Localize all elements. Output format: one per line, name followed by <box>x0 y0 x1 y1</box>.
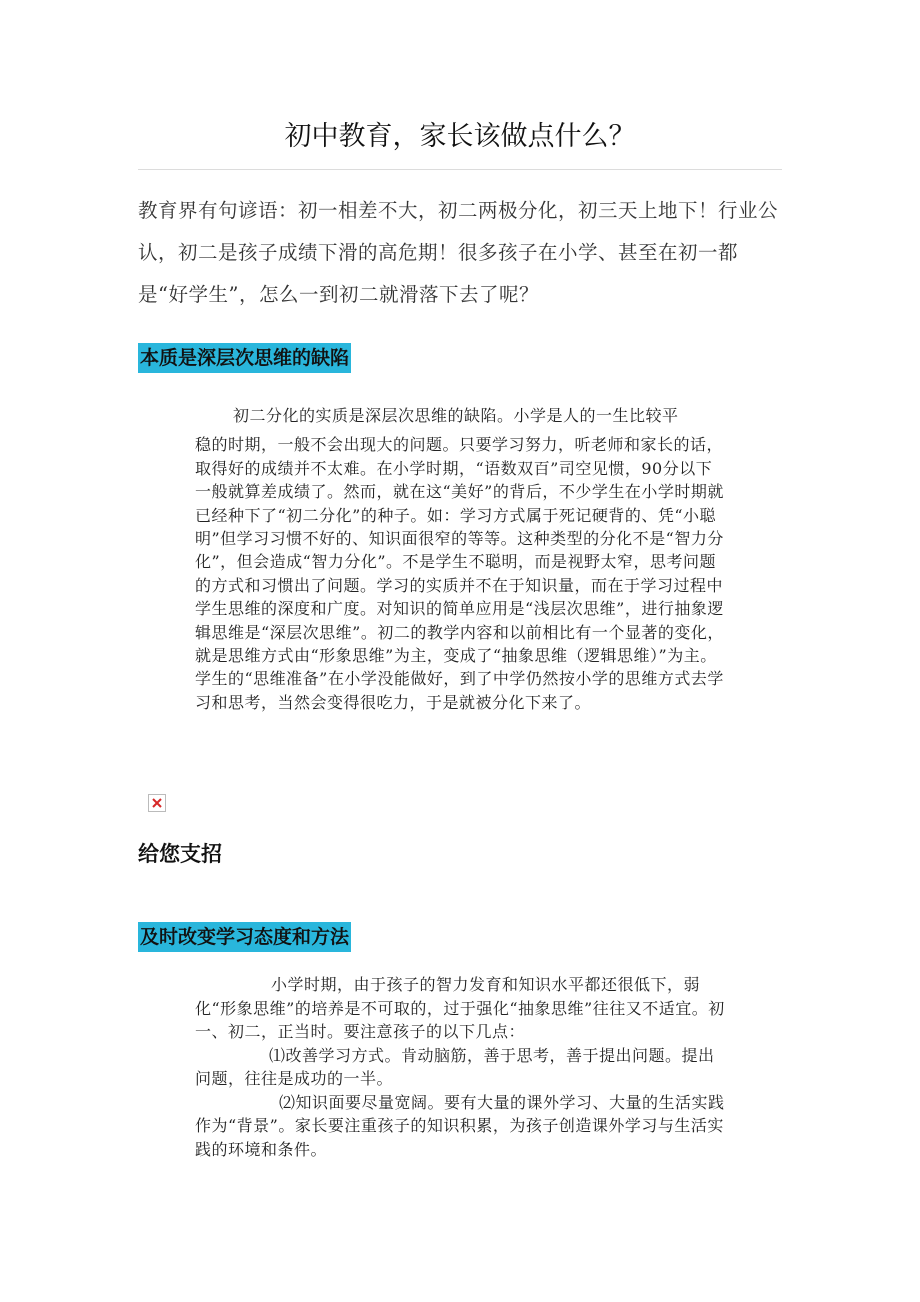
intro-paragraph: 教育界有句谚语：初一相差不大，初二两极分化，初三天上地下！行业公认，初二是孩子成绩下滑的高危期！很多孩子在小学、甚至在初一都是“好学生”，怎么一到初二就滑落下去了呢？ <box>138 199 779 306</box>
section1-body <box>195 404 727 714</box>
section-heading-essence: 本质是深层次思维的缺陷 <box>138 343 351 373</box>
section2-body <box>195 973 730 1161</box>
section-heading-method: 及时改变学习态度和方法 <box>138 922 351 952</box>
section2-paragraph-3: ⑵知识面要尽量宽阔。要有大量的课外学习、大量的生活实践作为“背景”。家长要注重孩子的知识积累，为孩子创造课外学习与生活实践的环境和条件。 <box>195 1092 725 1159</box>
advice-subheading: 给您支招 <box>138 842 222 866</box>
section2-paragraph-1: 小学时期，由于孩子的智力发育和知识水平都还很低下，弱化“形象思维”的培养是不可取的，过于强化“抽象思维”往往又不适宜。初一、初二，正当时。要注意孩子的以下几点： <box>195 975 725 1041</box>
broken-image-icon <box>148 794 166 812</box>
section2-paragraph-2: ⑴改善学习方式。肯动脑筋，善于思考，善于提出问题。提出问题，往往是成功的一半。 <box>195 1045 715 1088</box>
page-title: 初中教育，家长该做点什么？ <box>284 121 636 152</box>
section1-first-line: 初二分化的实质是深层次思维的缺陷。小学是人的一生比较平 <box>233 406 679 425</box>
section1-paragraph: 稳的时期，一般不会出现大的问题。只要学习努力，听老师和家长的话，取得好的成绩并不太难。在小学时期，“语数双百”司空见惯，90分以下一般就算差成绩了。然而，就在这“美好”的背后，不少学生在小学时期就已经种下了“初二分化”的种子。如：学习方式属于死记硬背的、凭“小聪明”但学习习惯不好的、知识面很窄的等等。这种类型的分化不是“智力分化”，但会造成“智力分化”。不是学生不聪明，而是视野太窄，思考问题的方式和习惯出了问题。学习的实质并不在于知识量，而在于学习过程中学生思维的深度和广度。对知识的简单应用是“浅层次思维”，进行抽象逻辑思维是“深层次思维”。初二的教学内容和以前相比有一个显著的变化，就是思维方式由“形象思维”为主，变成了“抽象思维（逻辑思维）”为主。学生的“思维准备”在小学没能做好，到了中学仍然按小学的思维方式去学习和思考，当然会变得很吃力，于是就被分化下来了。 <box>195 435 724 712</box>
title-divider <box>138 169 782 170</box>
